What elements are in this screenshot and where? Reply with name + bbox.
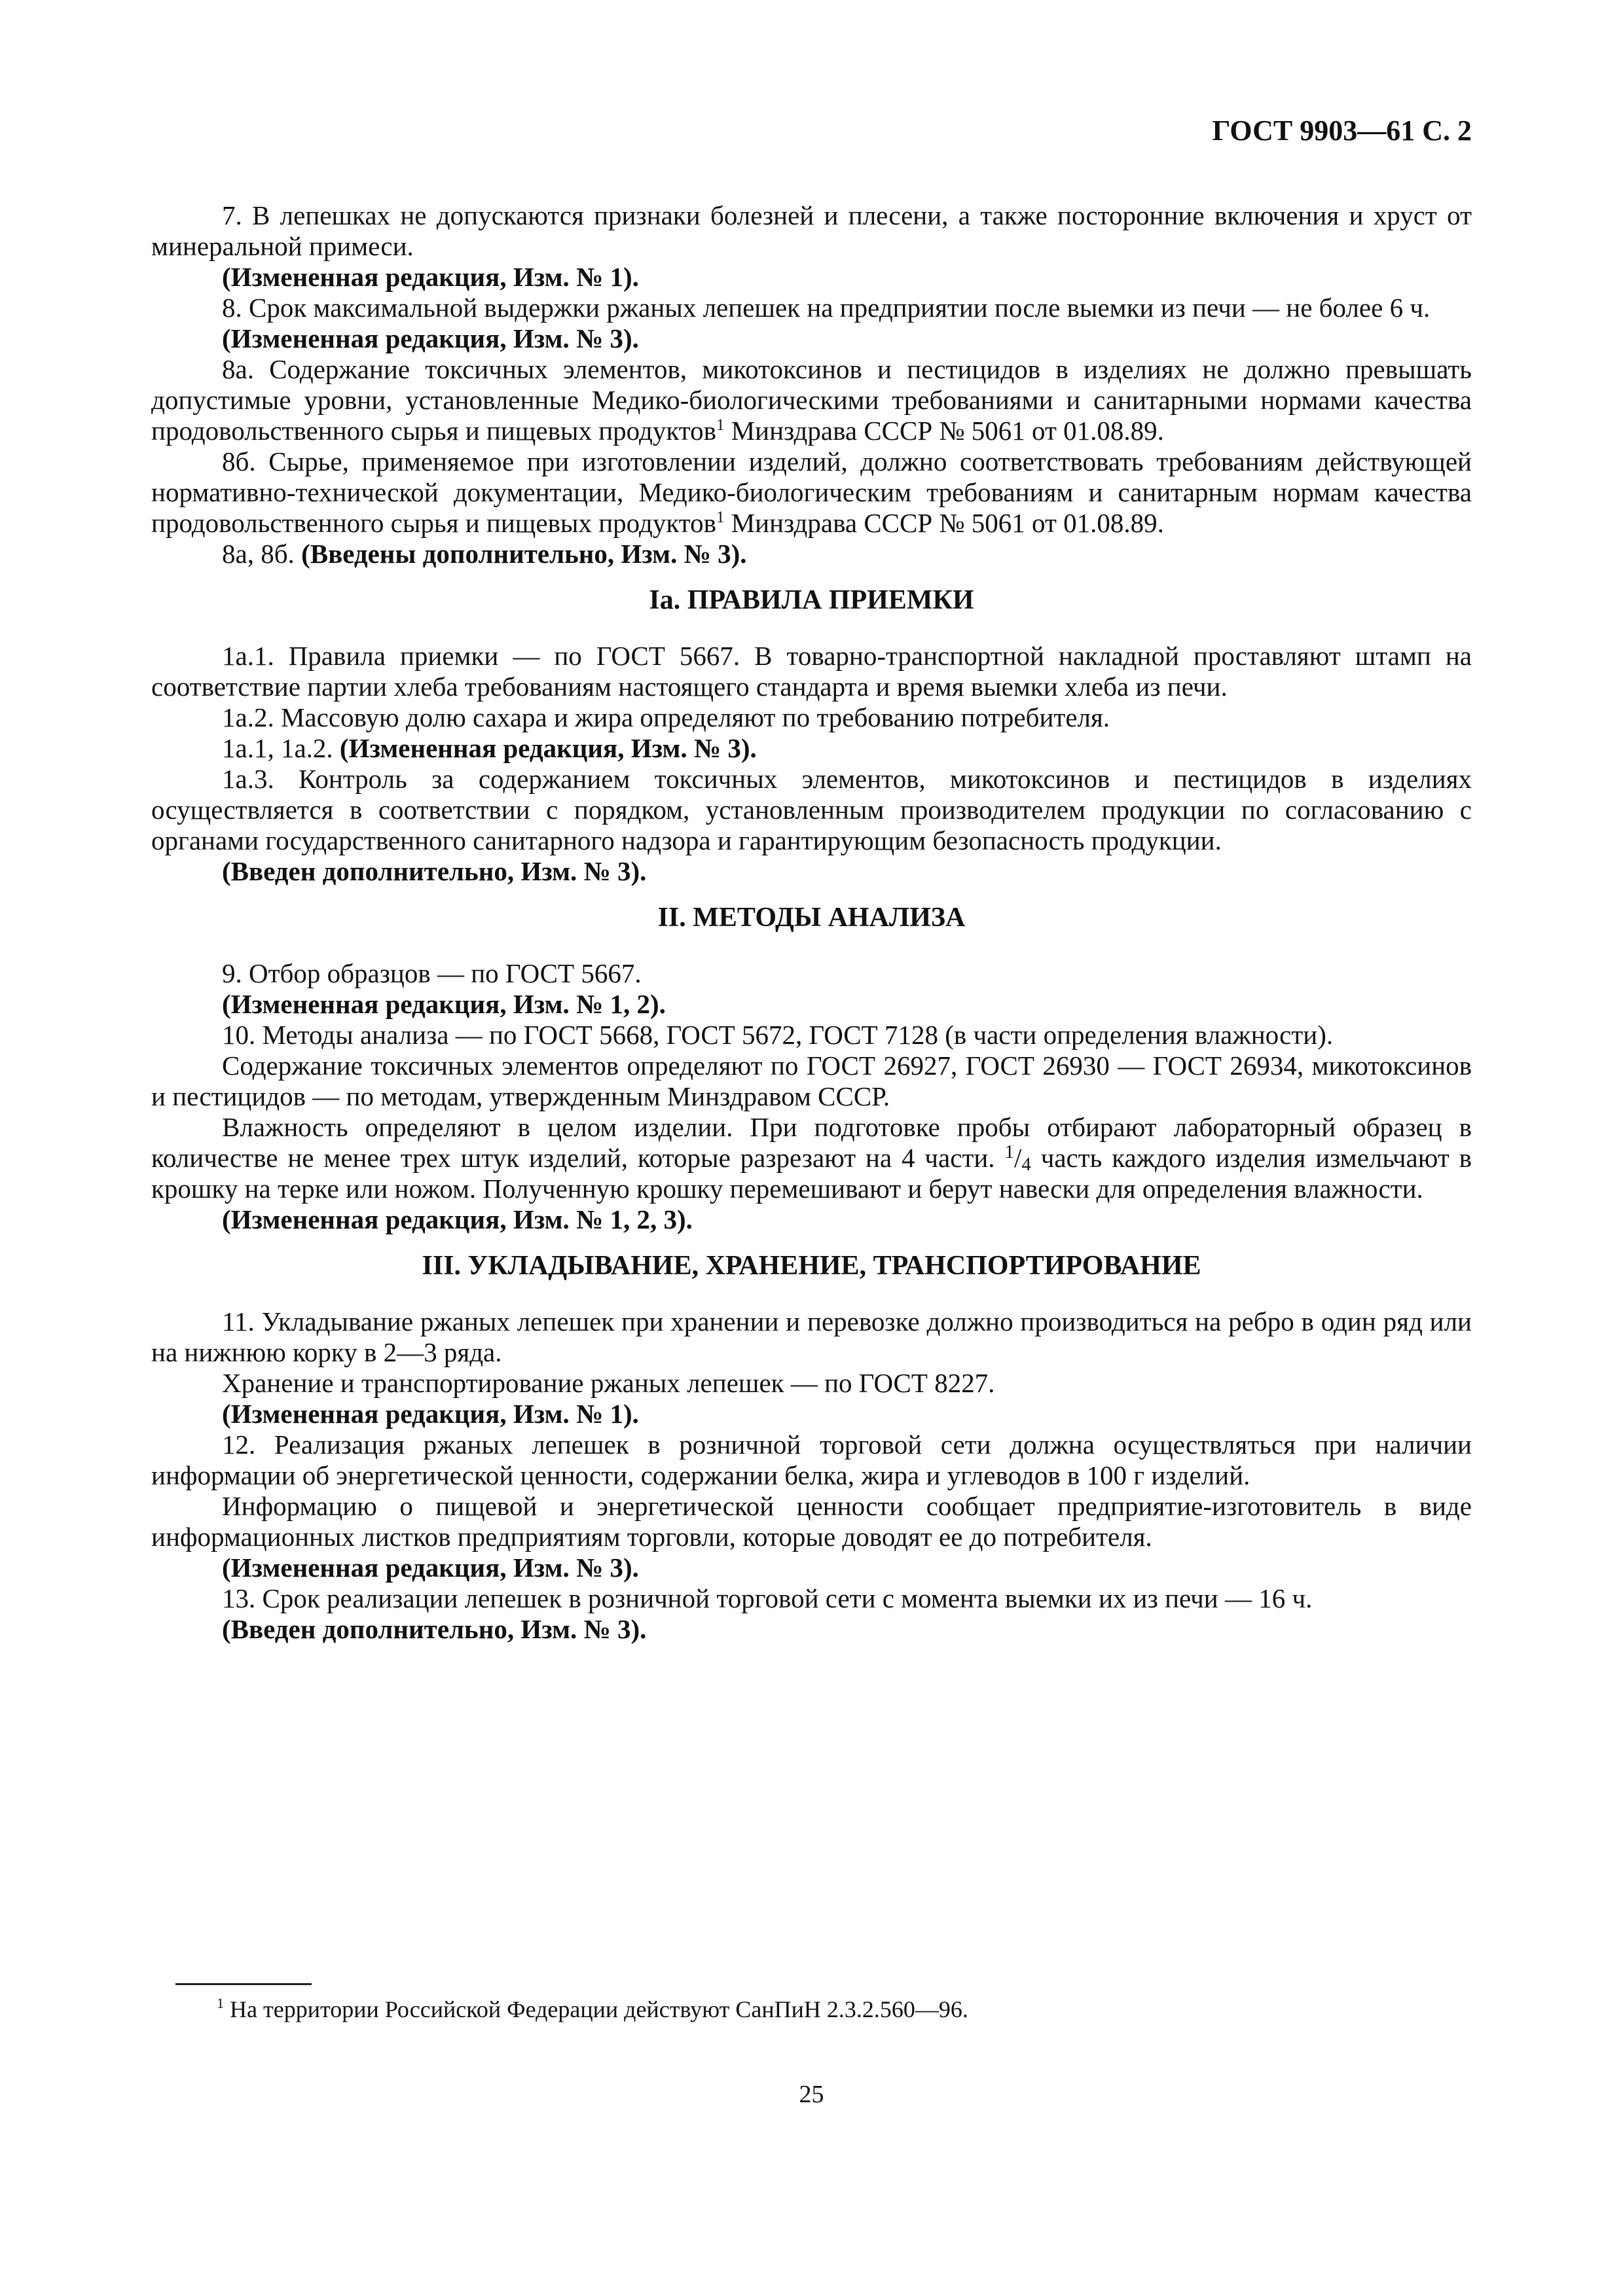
- paragraph-13: 13. Срок реализации лепешек в розничной торговой сети с момента выемки их из печи — 16 ч.: [222, 1583, 1313, 1613]
- paragraph-7: 7. В лепешках не допускаются признаки болезней и плесени, а также посторонние включения и хруст от минеральной примеси.: [151, 200, 1472, 261]
- amendment-note: (Измененная редакция, Изм. № 1).: [222, 1399, 639, 1429]
- amendment-note: (Введены дополнительно, Изм. № 3).: [301, 539, 747, 569]
- note-prefix: 8а, 8б.: [222, 539, 302, 569]
- page-header: ГОСТ 9903—61 С. 2: [1212, 115, 1472, 147]
- paragraph-1a-note: [151, 733, 1472, 764]
- footnote: [217, 1994, 1461, 2024]
- footnote-mark: 1: [217, 1995, 224, 2011]
- amendment-note: (Измененная редакция, Изм. № 3).: [222, 323, 639, 353]
- paragraph-12-info: Информацию о пищевой и энергетической ценности сообщает предприятие-изготовитель в виде информационных листков предприятиям торговли, которые доводят ее до потребителя.: [151, 1491, 1472, 1552]
- paragraph-8a-8b-note: [151, 539, 1472, 569]
- section-heading-methods: II. МЕТОДЫ АНАЛИЗА: [657, 903, 966, 933]
- paragraph-12: 12. Реализация ржаных лепешек в розничной торговой сети должна осуществляться при наличии информации об энергетической ценности, содержании белка, жира и углеводов в 100 г изделий.: [151, 1429, 1472, 1490]
- fraction-denominator: 4: [1021, 1154, 1031, 1175]
- fraction-numerator: 1: [1004, 1141, 1014, 1162]
- paragraph-9: 9. Отбор образцов — по ГОСТ 5667.: [222, 958, 642, 988]
- footnote-divider: [175, 1983, 312, 1985]
- fraction-slash: /: [1013, 1143, 1022, 1173]
- paragraph-10-moisture: [151, 1112, 1472, 1204]
- amendment-note: (Измененная редакция, Изм. № 3).: [222, 1552, 639, 1583]
- amendment-note: (Измененная редакция, Изм. № 1, 2, 3).: [222, 1204, 693, 1234]
- moisture-text: Влажность определяют в целом изделии. При подготовке пробы отбирают лабораторный образец в количестве не менее трех штук изделий, которые разрезают на 4 части.: [151, 1112, 1472, 1173]
- paragraph-8a: [151, 354, 1472, 446]
- document-body: [151, 200, 1472, 1645]
- paragraph-8b-tail: Минздрава СССР № 5061 от 01.08.89.: [724, 508, 1164, 538]
- paragraph-1a-3: 1а.3. Контроль за содержанием токсичных элементов, микотоксинов и пестицидов в изделиях осуществляется в соответствии с порядком, установленным производителем продукции по согласованию с органами государственного санитарного надзора и гарантирующим безопасность продукции.: [151, 764, 1472, 855]
- paragraph-8a-tail: Минздрава СССР № 5061 от 01.08.89.: [724, 416, 1164, 446]
- footnote-text: На территории Российской Федерации действуют СанПиН 2.3.2.560—96.: [224, 1996, 968, 2022]
- paragraph-1a-2: 1а.2. Массовую долю сахара и жира определяют по требованию потребителя.: [222, 702, 1110, 732]
- section-heading-acceptance: Iа. ПРАВИЛА ПРИЕМКИ: [649, 585, 974, 615]
- paragraph-10: 10. Методы анализа — по ГОСТ 5668, ГОСТ 5672, ГОСТ 7128 (в части определения влажности).: [222, 1020, 1334, 1050]
- amendment-note: (Измененная редакция, Изм. № 1).: [222, 262, 639, 292]
- amendment-note: (Введен дополнительно, Изм. № 3).: [222, 1614, 647, 1644]
- section-heading-storage: III. УКЛАДЫВАНИЕ, ХРАНЕНИЕ, ТРАНСПОРТИРОВАНИЕ: [422, 1251, 1201, 1281]
- paragraph-11-storage: Хранение и транспортирование ржаных лепешек — по ГОСТ 8227.: [222, 1368, 995, 1398]
- note-prefix: 1а.1, 1а.2.: [222, 733, 340, 763]
- paragraph-8b: [151, 446, 1472, 539]
- paragraph-1a-1: 1а.1. Правила приемки — по ГОСТ 5667. В товарно-транспортной накладной проставляют штамп на соответствие партии хлеба требованиям настоящего стандарта и время выемки хлеба из печи.: [151, 641, 1472, 702]
- footnote-reference: 1: [716, 509, 725, 526]
- moisture-text-tail: часть каждого изделия измельчают в крошку на терке или ножом. Полученную крошку перемешивают и берут навески для определения влажности.: [151, 1143, 1472, 1204]
- page-number: 25: [799, 2081, 824, 2108]
- paragraph-8b-text: 8б. Сырье, применяемое при изготовлении изделий, должно соответствовать требованиям действующей нормативно-технической документации, Медико-биологическим требованиям и санитарным нормам качества продовольственного сырья и пищевых продуктов: [151, 446, 1472, 538]
- paragraph-10-toxic: Содержание токсичных элементов определяют по ГОСТ 26927, ГОСТ 26930 — ГОСТ 26934, микотоксинов и пестицидов — по методам, утвержденным Минздравом СССР.: [151, 1050, 1472, 1111]
- footnote-reference: 1: [716, 416, 725, 434]
- paragraph-11: 11. Укладывание ржаных лепешек при хранении и перевозке должно производиться на ребро в один ряд или на нижнюю корку в 2—3 ряда.: [151, 1306, 1472, 1367]
- paragraph-8a-text: 8а. Содержание токсичных элементов, микотоксинов и пестицидов в изделиях не должно превышать допустимые уровни, установленные Медико-биологическими требованиями и санитарными нормами качества продовольственного сырья и пищевых продуктов: [151, 354, 1472, 446]
- amendment-note: (Измененная редакция, Изм. № 3).: [339, 733, 757, 763]
- amendment-note: (Измененная редакция, Изм. № 1, 2).: [222, 989, 666, 1019]
- paragraph-8: 8. Срок максимальной выдержки ржаных лепешек на предприятии после выемки из печи — не более 6 ч.: [222, 293, 1431, 323]
- amendment-note: (Введен дополнительно, Изм. № 3).: [222, 856, 647, 886]
